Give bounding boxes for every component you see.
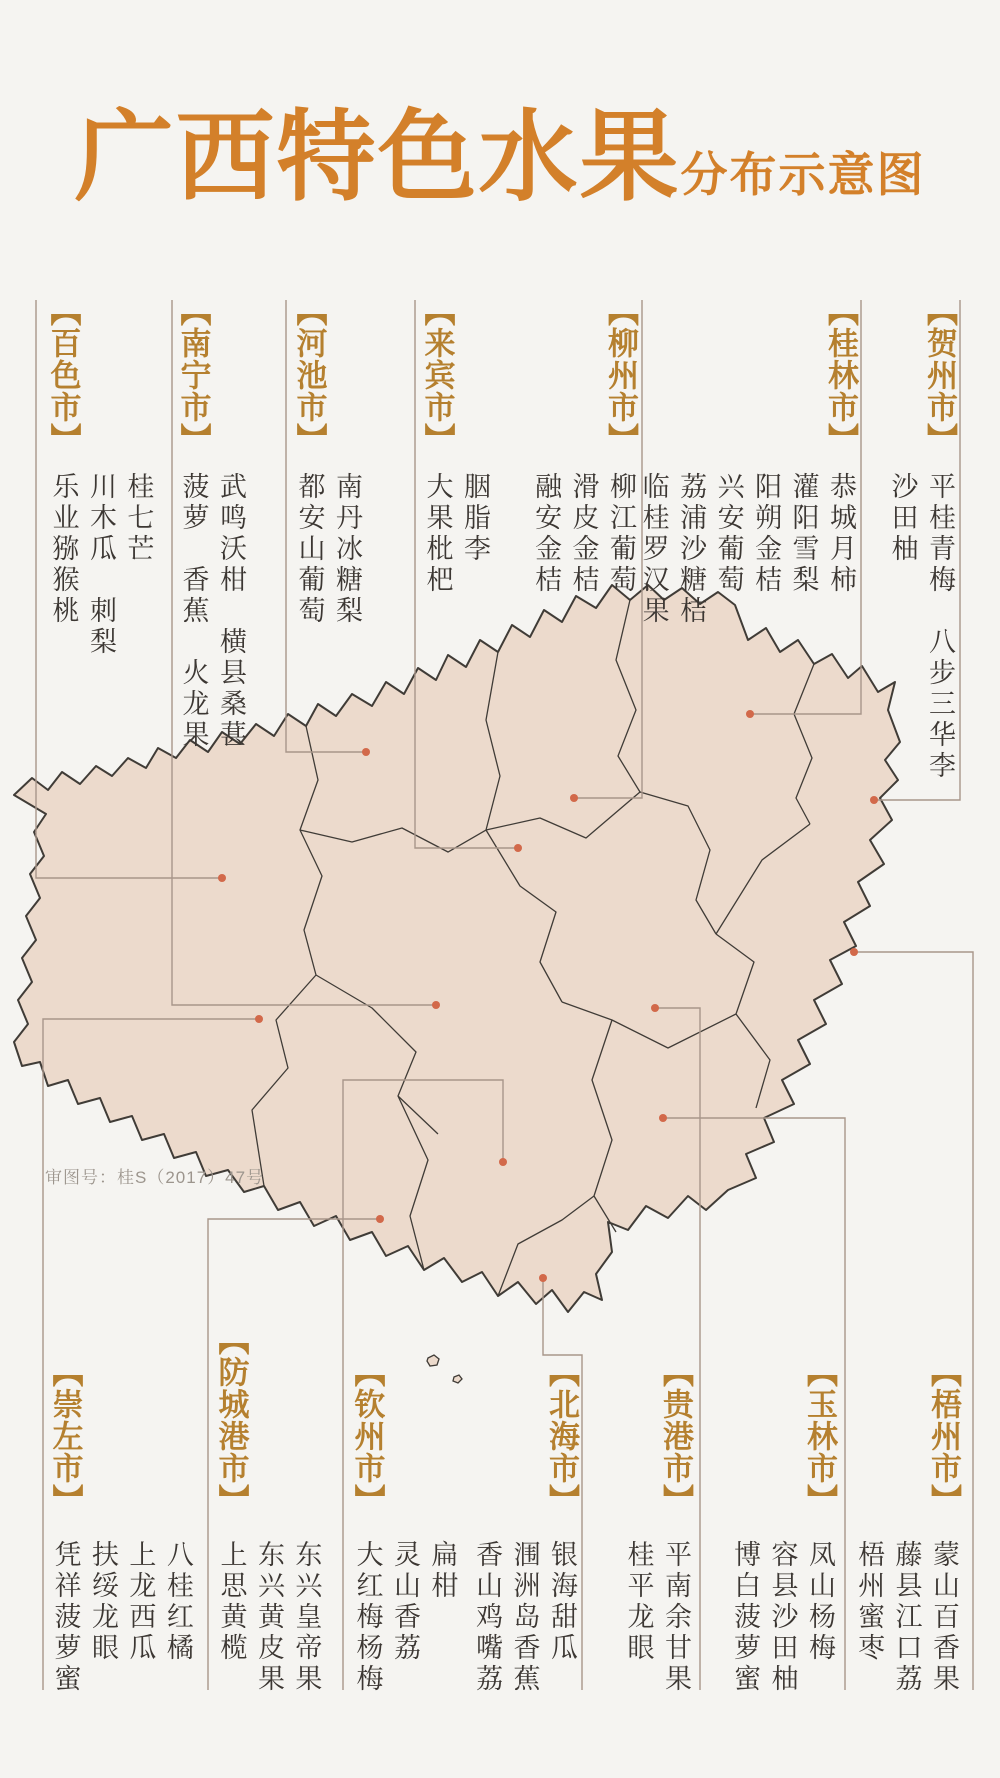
city-label: 【来宾市】: [419, 295, 455, 455]
city-group-guigang: [621, 1302, 692, 1695]
title-sub: 分布示意图: [680, 148, 926, 201]
map-approval-note: 审图号：桂S（2017）47号: [45, 1168, 265, 1187]
fruit-item: 乐业猕猴桃: [48, 472, 79, 627]
fruit-item: 东兴皇帝果: [291, 1540, 322, 1695]
city-group-laibin: [420, 295, 491, 596]
province-outline: [14, 585, 900, 1312]
fruit-item: 容县沙田柚: [767, 1540, 798, 1695]
city-group-baise: [46, 295, 154, 658]
fruit-item: 临桂罗汉果: [638, 472, 669, 627]
fruit-item: 大红梅杨梅: [352, 1540, 383, 1695]
fruit-item: 蒙山百香果: [929, 1540, 959, 1695]
city-dot-liuzhou: [570, 794, 578, 802]
city-label: 【北海市】: [544, 1356, 579, 1516]
city-label: 【贺州市】: [922, 295, 957, 455]
city-group-nanning: [176, 295, 247, 751]
city-group-guilin: [636, 295, 857, 627]
fruit-item: 东兴黄皮果: [253, 1540, 284, 1695]
fruit-item: 沙田柚: [887, 472, 918, 565]
fruit-item: 灵山香荔: [389, 1540, 420, 1664]
city-dot-baise: [218, 874, 226, 882]
fruit-item: 平南余甘果: [661, 1540, 691, 1695]
fruit-item: 胭脂李: [459, 472, 490, 565]
fruit-item: 都安山葡萄: [294, 472, 325, 627]
fruit-item: 银海甜瓜: [547, 1540, 577, 1664]
fruit-item: 上思黄榄: [216, 1540, 247, 1664]
city-dot-wuzhou: [850, 948, 858, 956]
city-dot-laibin: [514, 844, 522, 852]
city-dot-guigang: [651, 1004, 659, 1012]
city-label: 【河池市】: [291, 295, 327, 455]
fruit-item: 博白菠萝蜜: [730, 1540, 761, 1695]
city-dot-yulin: [659, 1114, 667, 1122]
city-group-wuzhou: [852, 1302, 960, 1695]
fruit-item: 桂七芒: [123, 472, 154, 565]
fruit-item: 上龙西瓜: [125, 1540, 156, 1664]
city-dot-hechi: [362, 748, 370, 756]
city-group-liuzhou: [529, 295, 637, 596]
city-label: 【南宁市】: [175, 295, 211, 455]
fruit-item: 恭城月柿: [826, 472, 856, 596]
fruit-item: 扁柑: [427, 1540, 458, 1602]
fruit-item: 滑皮金桔: [568, 472, 599, 596]
fruit-item: 涠洲岛香蕉: [509, 1540, 540, 1695]
page-title: [0, 78, 1000, 220]
city-group-beihai: [470, 1302, 578, 1695]
fruit-item: 融安金桔: [531, 472, 562, 596]
city-label: 【柳州市】: [603, 295, 638, 455]
fruit-item: 武鸣沃柑 横县桑葚: [215, 472, 246, 751]
city-dot-fangchenggang: [376, 1215, 384, 1223]
city-group-hechi: [292, 295, 363, 627]
city-label: 【钦州市】: [349, 1356, 385, 1516]
fruit-item: 荔浦沙糖桔: [676, 472, 707, 627]
city-dot-beihai: [539, 1274, 547, 1282]
fruit-item: 藤县江口荔: [891, 1540, 922, 1695]
fruit-item: 柳江葡萄: [606, 472, 636, 596]
city-label: 【防城港市】: [213, 1324, 249, 1516]
city-label: 【崇左市】: [47, 1356, 83, 1516]
fruit-item: 川木瓜 刺梨: [85, 472, 116, 658]
fruit-item: 凭祥菠萝蜜: [50, 1540, 81, 1695]
fruit-item: 香山鸡嘴荔: [472, 1540, 503, 1695]
city-dot-qinzhou: [499, 1158, 507, 1166]
city-label: 【桂林市】: [823, 295, 858, 455]
city-dot-hezhou: [870, 796, 878, 804]
city-label: 【梧州市】: [926, 1356, 961, 1516]
city-group-yulin: [728, 1302, 836, 1695]
fruit-item: 梧州蜜枣: [854, 1540, 885, 1664]
fruit-item: 大果枇杷: [422, 472, 453, 596]
fruit-item: 凤山杨梅: [805, 1540, 835, 1664]
city-group-fangchenggang: [214, 1302, 322, 1695]
fruit-item: 八桂红橘: [162, 1540, 193, 1664]
fruit-item: 桂平龙眼: [623, 1540, 654, 1664]
city-group-chongzuo: [48, 1302, 194, 1695]
fruit-item: 菠萝 香蕉 火龙果: [178, 472, 209, 751]
title-main: 广西特色水果: [74, 101, 681, 212]
city-dot-chongzuo: [255, 1015, 263, 1023]
city-label: 【贵港市】: [658, 1356, 693, 1516]
city-label: 【百色市】: [45, 295, 81, 455]
city-group-hezhou: [885, 295, 956, 782]
fruit-item: 南丹冰糖梨: [331, 472, 362, 627]
fruit-item: 扶绥龙眼: [87, 1540, 118, 1664]
fruit-item: 兴安葡萄: [713, 472, 744, 596]
fruit-item: 平桂青梅 八步三华李: [925, 472, 955, 782]
city-dot-guilin: [746, 710, 754, 718]
city-dot-nanning: [432, 1001, 440, 1009]
fruit-item: 阳朔金桔: [751, 472, 782, 596]
fruit-item: 灌阳雪梨: [788, 472, 819, 596]
city-label: 【玉林市】: [802, 1356, 837, 1516]
city-group-qinzhou: [350, 1302, 458, 1695]
